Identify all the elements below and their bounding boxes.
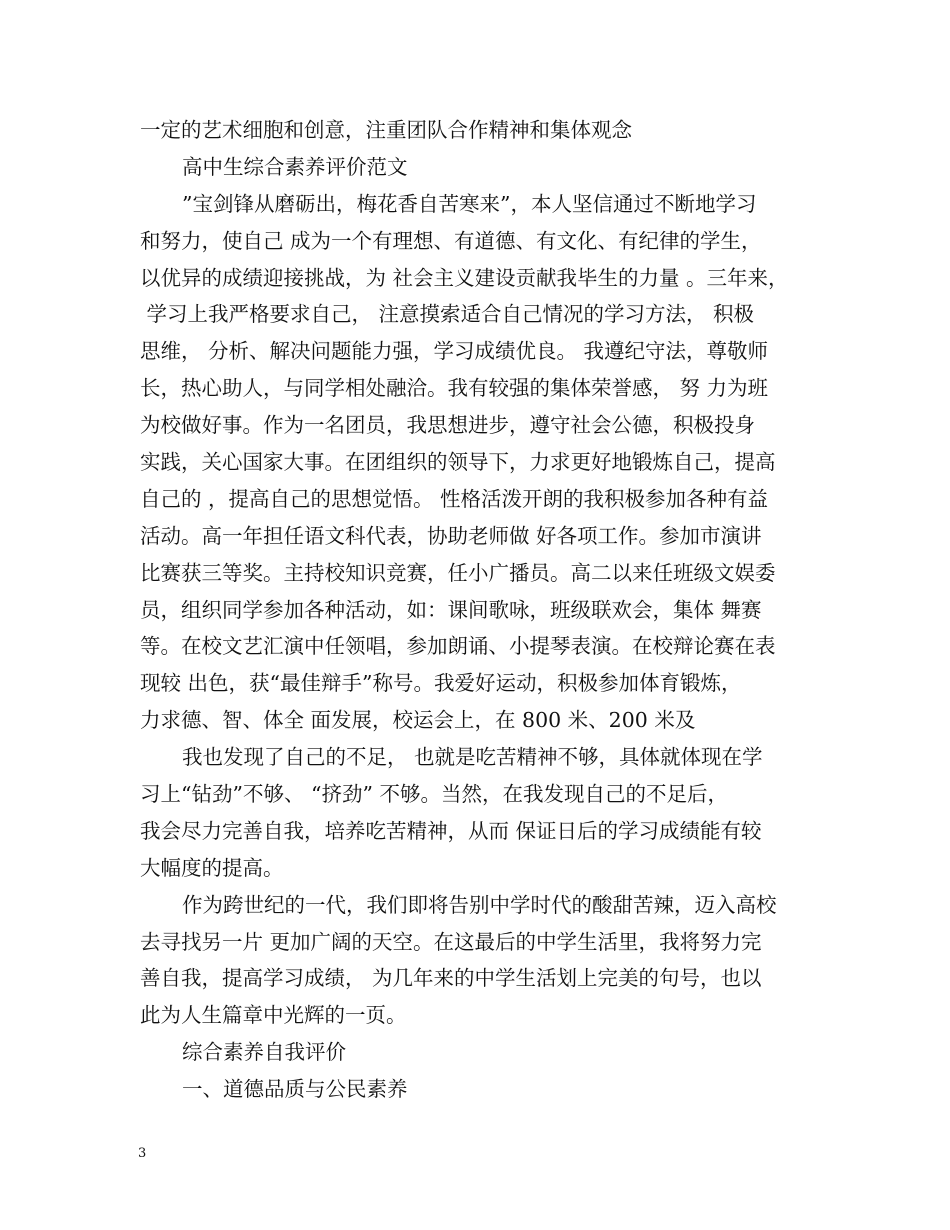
text-line: 思维， 分析、解决问题能力强，学习成绩优良。 我遵纪守法，尊敬师	[140, 339, 769, 364]
text-line: 实践，关心国家大事。在团组织的领导下，力求更好地锻炼自己，提高	[140, 450, 776, 475]
text-line: 作为跨世纪的一代，我们即将告别中学时代的酸甜苦辣，迈入高校	[182, 892, 777, 917]
text-line: 大幅度的提高。	[140, 855, 284, 880]
text-line: 以优异的成绩迎接挑战，为 社会主义建设贡献我毕生的力量 。三年来，	[140, 265, 789, 290]
text-line: 我会尽力完善自我，培养吃苦精神，从而 保证日后的学习成绩能有较	[140, 818, 762, 843]
text-line: 一定的艺术细胞和创意，注重团队合作精神和集体观念	[140, 118, 632, 142]
text-line: 力求德、智、体全 面发展，校运会上，在 800 米、200 米及	[140, 708, 696, 733]
text-line: 综合素养自我评价	[182, 1040, 346, 1065]
text-line: 此为人生篇章中光辉的一页。	[140, 1003, 407, 1028]
text-line: 善自我，提高学习成绩， 为几年来的中学生活划上完美的句号，也以	[140, 966, 762, 991]
text-line: ”宝剑锋从磨砺出，梅花香自苦寒来”，本人坚信通过不断地学习	[182, 191, 757, 216]
body-text	[140, 112, 830, 1108]
text-line: 我也发现了自己的不足， 也就是吃苦精神不够，具体就体现在学	[182, 745, 763, 770]
text-line: 自己的 ，提高自己的思想觉悟。 性格活泼开朗的我积极参加各种有益	[140, 486, 769, 511]
text-line: 现较 出色，获“最佳辩手”称号。我爱好运动，积极参加体育锻炼，	[140, 671, 742, 696]
text-line: 为校做好事。作为一名团员，我思想进步，遵守社会公德，积极投身	[140, 413, 755, 438]
page-number: 3	[138, 1146, 147, 1161]
text-line: 员，组织同学参加各种活动，如：课间歌咏，班级联欢会，集体 舞赛	[140, 597, 762, 622]
text-line: 等。在校文艺汇演中任领唱，参加朗诵、小提琴表演。在校辩论赛在表	[140, 634, 776, 659]
text-line: 去寻找另一片 更加广阔的天空。在这最后的中学生活里，我将努力完	[140, 929, 762, 954]
text-line: 长，热心助人，与同学相处融洽。我有较强的集体荣誉感， 努 力为班	[140, 376, 769, 401]
text-line: 比赛获三等奖。主持校知识竞赛，任小广播员。高二以来任班级文娱委	[140, 560, 776, 585]
text-line: 活动。高一年担任语文科代表，协助老师做 好各项工作。参加市演讲	[140, 523, 762, 548]
text-line: 一、道德品质与公民素养	[182, 1077, 408, 1102]
text-line: 习上“钻劲”不够、 “挤劲” 不够。当然，在我发现自己的不足后，	[140, 782, 728, 807]
text-line: 学习上我严格要求自己， 注意摸索适合自己情况的学习方法， 积极	[140, 302, 755, 327]
text-line: 和努力，使自己 成为一个有理想、有道德、有文化、有纪律的学生，	[140, 228, 762, 253]
text-line: 高中生综合素养评价范文	[182, 154, 408, 179]
